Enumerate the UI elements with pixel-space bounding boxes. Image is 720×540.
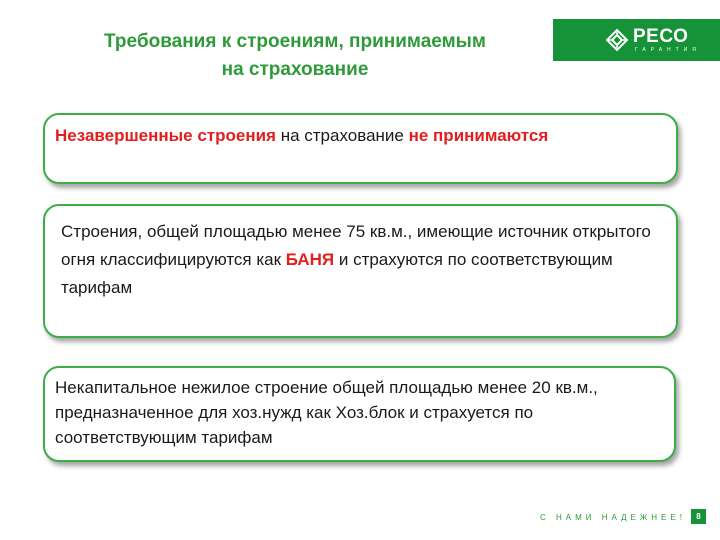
page-number: 8 <box>691 509 706 524</box>
slide-title-line2: на страхование <box>221 59 369 80</box>
reso-diamond-icon <box>605 28 629 52</box>
slide-title <box>40 28 550 84</box>
requirement-bathhouse <box>43 204 678 338</box>
bathhouse-text-end: и страхуются по соответствующим тарифам <box>61 250 613 297</box>
text-for-insurance: на страхование <box>275 126 409 145</box>
utility-block-text: Некапитальное нежилое строение общей площадью менее 20 кв.м., предназначенное для хоз.нужд как Хоз.блок и страхуется по соответствующим тарифам <box>55 378 598 447</box>
highlight-not-accepted: не принимаются <box>408 126 549 145</box>
slide-title-line1: Требования к строениям, принимаемым <box>104 31 486 52</box>
logo <box>605 25 701 55</box>
logo-banner <box>553 19 720 61</box>
requirement-unfinished-buildings <box>43 113 678 184</box>
highlight-unfinished: Незавершенные строения <box>55 126 276 145</box>
requirement-utility-block <box>43 366 676 462</box>
highlight-banya: БАНЯ <box>285 250 335 269</box>
bathhouse-text-start: Строения, общей площадью менее 75 кв.м., имеющие источник открытого огня классифицируются как <box>61 222 651 269</box>
footer-slogan: С НАМИ НАДЕЖНЕЕ! <box>540 513 686 522</box>
logo-subtitle: ГАРАНТИЯ <box>635 47 701 53</box>
logo-name: РЕСО <box>633 26 689 47</box>
